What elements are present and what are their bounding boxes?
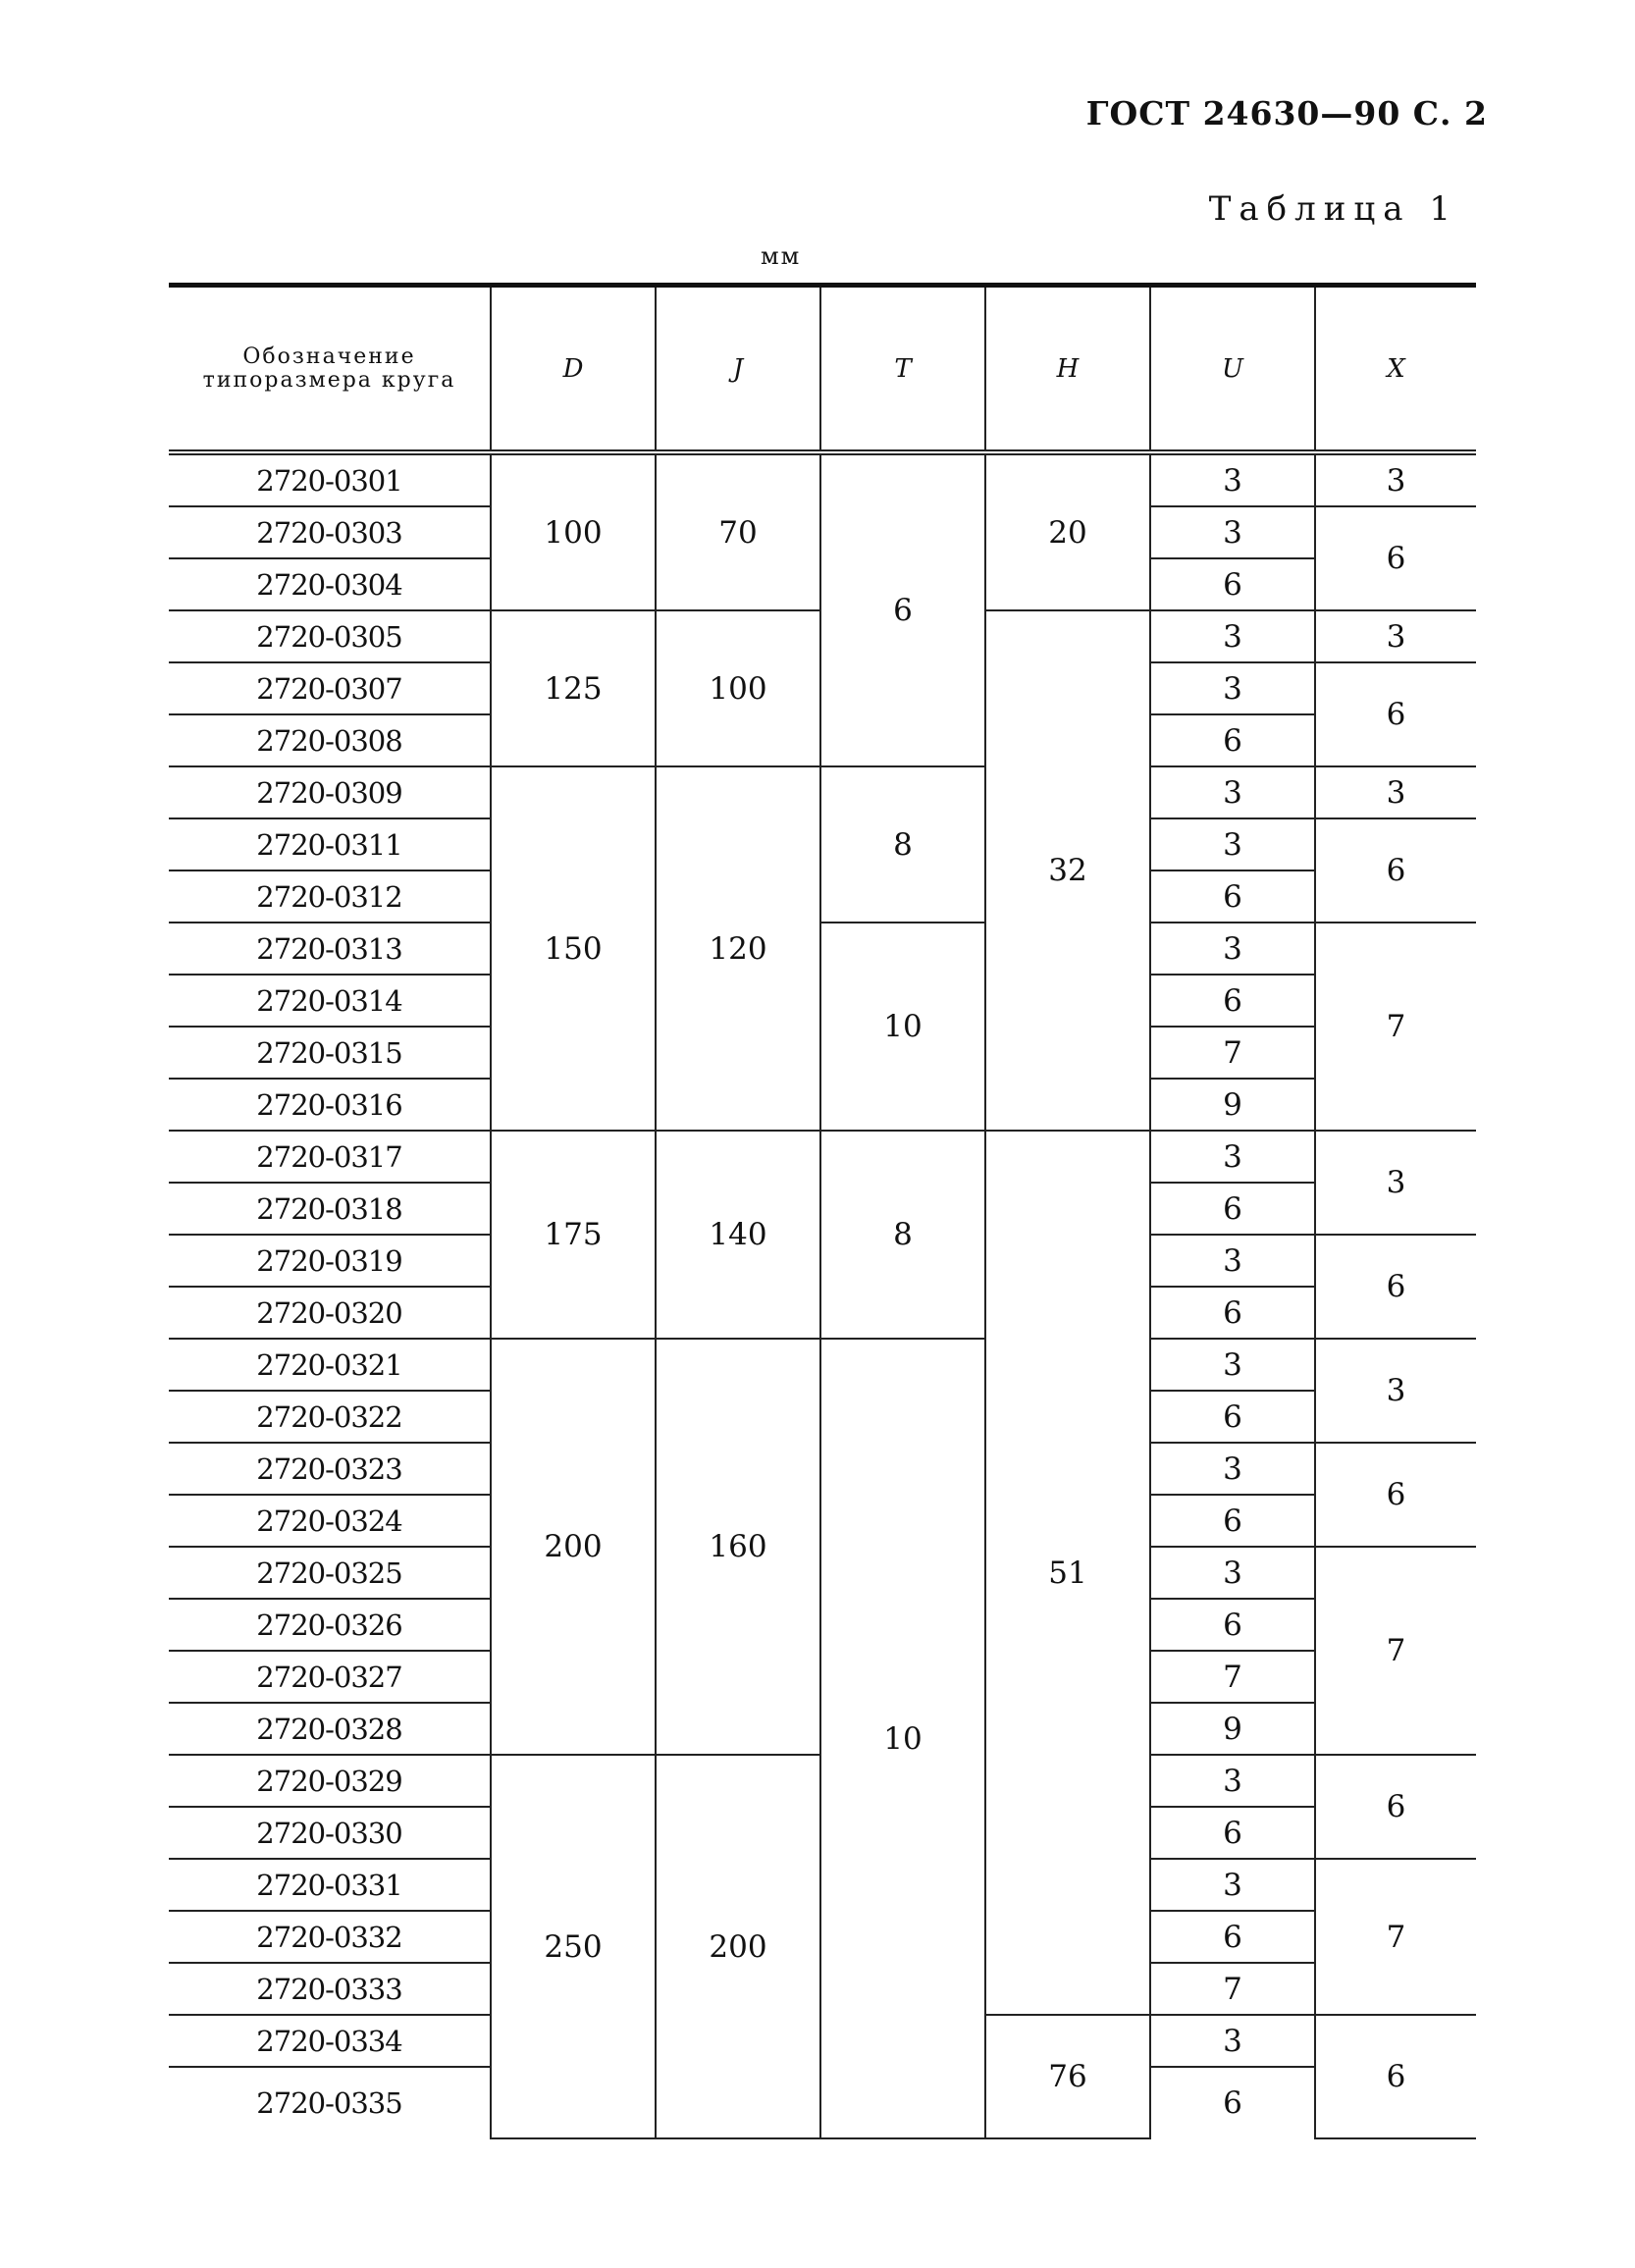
designation-cell: 2720-0315	[169, 1027, 491, 1079]
x-cell: 6	[1315, 662, 1476, 766]
designation-cell: 2720-0322	[169, 1391, 491, 1443]
x-cell: 7	[1315, 1547, 1476, 1755]
designation-cell: 2720-0312	[169, 870, 491, 923]
t-cell: 8	[820, 1131, 985, 1339]
units-label: мм	[761, 242, 802, 270]
designation-cell: 2720-0324	[169, 1495, 491, 1547]
u-cell: 6	[1150, 1495, 1315, 1547]
h-cell: 32	[985, 610, 1150, 1131]
table-row	[169, 923, 1476, 975]
x-cell: 6	[1315, 1235, 1476, 1339]
designation-cell: 2720-0328	[169, 1703, 491, 1755]
d-cell: 125	[491, 610, 656, 766]
d-cell: 100	[491, 452, 656, 610]
u-cell: 6	[1150, 1391, 1315, 1443]
u-cell: 3	[1150, 1443, 1315, 1495]
u-cell: 3	[1150, 1755, 1315, 1807]
x-cell: 6	[1315, 818, 1476, 923]
table-title: Таблица 1	[1208, 189, 1458, 229]
u-cell: 3	[1150, 1859, 1315, 1911]
table-header-row	[169, 286, 1476, 453]
j-cell: 70	[656, 452, 820, 610]
u-cell: 7	[1150, 1027, 1315, 1079]
h-cell: 76	[985, 2015, 1150, 2138]
designation-cell: 2720-0330	[169, 1807, 491, 1859]
designation-cell: 2720-0305	[169, 610, 491, 662]
h-cell: 51	[985, 1131, 1150, 2015]
designation-cell: 2720-0334	[169, 2015, 491, 2067]
x-cell: 7	[1315, 1859, 1476, 2015]
designation-cell: 2720-0313	[169, 923, 491, 975]
u-cell: 6	[1150, 1599, 1315, 1651]
designation-cell: 2720-0325	[169, 1547, 491, 1599]
dimensions-table	[169, 283, 1476, 2139]
x-cell: 6	[1315, 1443, 1476, 1547]
u-cell: 7	[1150, 1651, 1315, 1703]
designation-cell: 2720-0321	[169, 1339, 491, 1391]
table-row	[169, 1339, 1476, 1391]
d-cell: 175	[491, 1131, 656, 1339]
designation-cell: 2720-0320	[169, 1287, 491, 1339]
u-cell: 3	[1150, 610, 1315, 662]
designation-cell: 2720-0314	[169, 975, 491, 1027]
designation-cell: 2720-0323	[169, 1443, 491, 1495]
u-cell: 6	[1150, 1183, 1315, 1235]
column-header-designation: Обозначение типоразмера круга	[169, 286, 491, 453]
x-cell: 6	[1315, 1755, 1476, 1859]
u-cell: 6	[1150, 2067, 1315, 2138]
u-cell: 6	[1150, 558, 1315, 610]
column-header-u: U	[1150, 286, 1315, 453]
column-header-d: D	[491, 286, 656, 453]
designation-cell: 2720-0326	[169, 1599, 491, 1651]
u-cell: 6	[1150, 870, 1315, 923]
table-row	[169, 1131, 1476, 1183]
d-cell: 150	[491, 766, 656, 1131]
designation-cell: 2720-0329	[169, 1755, 491, 1807]
u-cell: 3	[1150, 452, 1315, 506]
designation-cell: 2720-0304	[169, 558, 491, 610]
u-cell: 3	[1150, 923, 1315, 975]
j-cell: 120	[656, 766, 820, 1131]
j-cell: 200	[656, 1755, 820, 2138]
u-cell: 6	[1150, 1287, 1315, 1339]
designation-cell: 2720-0303	[169, 506, 491, 558]
u-cell: 3	[1150, 1131, 1315, 1183]
column-header-x: X	[1387, 353, 1405, 384]
u-cell: 6	[1150, 714, 1315, 766]
h-cell: 20	[985, 452, 1150, 610]
column-header-t: T	[820, 286, 985, 453]
x-cell: 3	[1315, 1339, 1476, 1443]
u-cell: 3	[1150, 766, 1315, 818]
u-cell: 3	[1150, 1235, 1315, 1287]
designation-cell: 2720-0309	[169, 766, 491, 818]
u-cell: 9	[1150, 1079, 1315, 1131]
u-cell: 3	[1150, 662, 1315, 714]
x-cell: 3	[1315, 1131, 1476, 1235]
designation-cell: 2720-0319	[169, 1235, 491, 1287]
designation-cell: 2720-0318	[169, 1183, 491, 1235]
designation-cell: 2720-0301	[169, 452, 491, 506]
designation-cell: 2720-0308	[169, 714, 491, 766]
column-header-h: H	[985, 286, 1150, 453]
d-cell: 200	[491, 1339, 656, 1755]
designation-cell: 2720-0316	[169, 1079, 491, 1131]
u-cell: 6	[1150, 975, 1315, 1027]
u-cell: 3	[1150, 818, 1315, 870]
x-cell: 3	[1315, 610, 1476, 662]
u-cell: 3	[1150, 506, 1315, 558]
column-header-j: J	[656, 286, 820, 453]
t-cell: 8	[820, 766, 985, 923]
u-cell: 3	[1150, 1547, 1315, 1599]
u-cell: 6	[1150, 1911, 1315, 1963]
t-cell: 6	[820, 452, 985, 766]
designation-cell: 2720-0332	[169, 1911, 491, 1963]
table-body	[169, 452, 1476, 2138]
designation-cell: 2720-0307	[169, 662, 491, 714]
u-cell: 9	[1150, 1703, 1315, 1755]
designation-cell: 2720-0333	[169, 1963, 491, 2015]
u-cell: 6	[1150, 1807, 1315, 1859]
x-cell: 7	[1315, 923, 1476, 1131]
x-cell: 3	[1315, 452, 1476, 506]
designation-cell: 2720-0335	[169, 2067, 491, 2138]
j-cell: 140	[656, 1131, 820, 1339]
designation-cell: 2720-0331	[169, 1859, 491, 1911]
u-cell: 7	[1150, 1963, 1315, 2015]
designation-cell: 2720-0317	[169, 1131, 491, 1183]
x-cell: 6	[1315, 506, 1476, 610]
designation-cell: 2720-0327	[169, 1651, 491, 1703]
page-header: ГОСТ 24630—90 С. 2	[1085, 94, 1488, 132]
u-cell: 3	[1150, 2015, 1315, 2067]
designation-cell: 2720-0311	[169, 818, 491, 870]
d-cell: 250	[491, 1755, 656, 2138]
t-cell: 10	[820, 1339, 985, 2138]
x-cell: 3	[1315, 766, 1476, 818]
x-cell: 6	[1315, 2015, 1476, 2138]
t-cell: 10	[820, 923, 985, 1131]
j-cell: 100	[656, 610, 820, 766]
u-cell: 3	[1150, 1339, 1315, 1391]
table-row	[169, 452, 1476, 506]
j-cell: 160	[656, 1339, 820, 1755]
table-row	[169, 766, 1476, 818]
